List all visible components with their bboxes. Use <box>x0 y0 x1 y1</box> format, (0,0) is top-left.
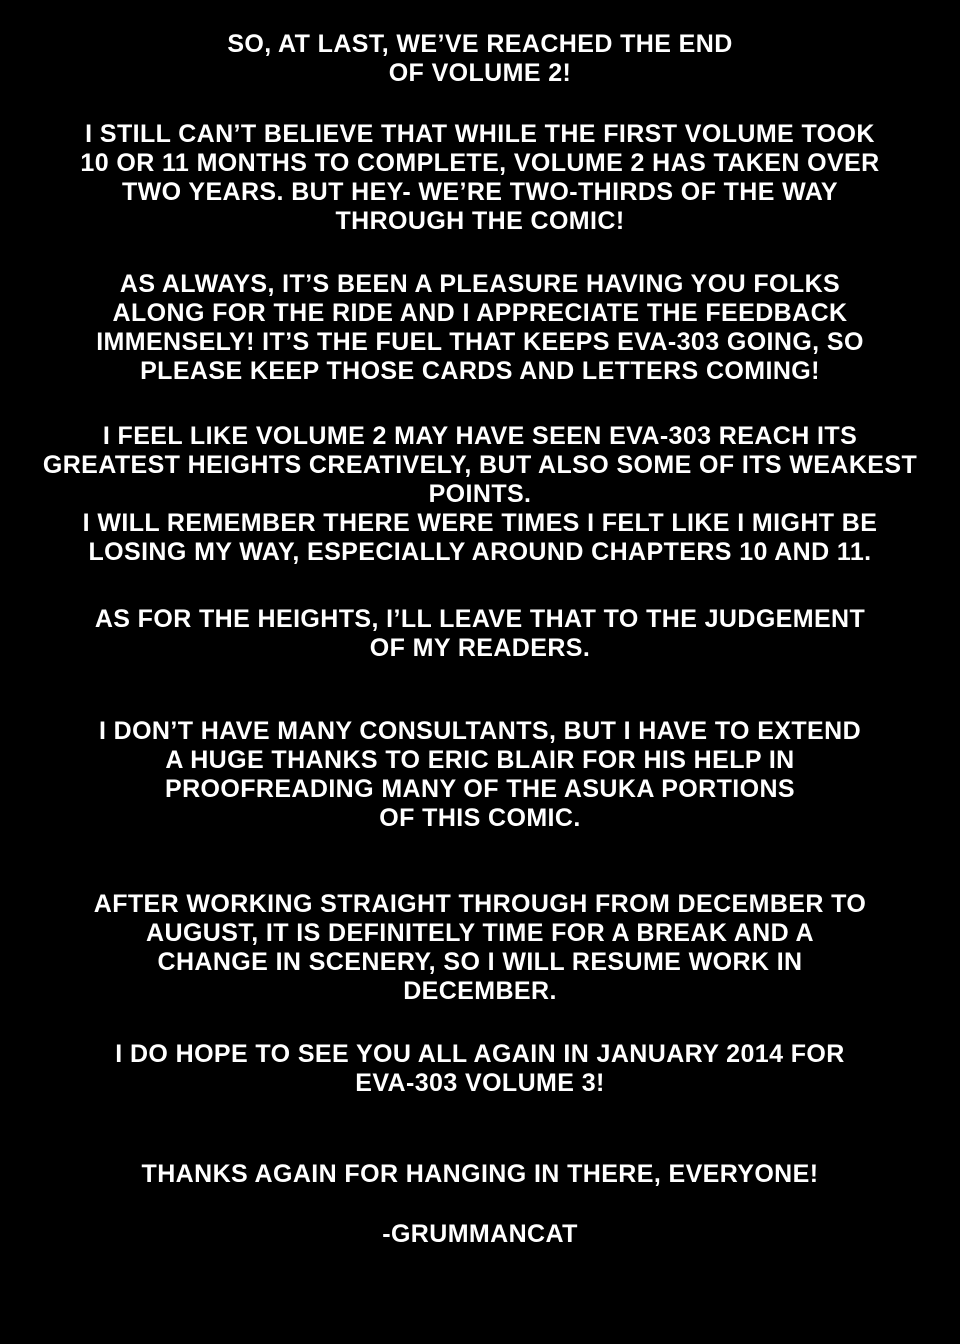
text-line: AUGUST, IT IS DEFINITELY TIME FOR A BREAK AND A <box>146 919 814 947</box>
paragraph-two-years <box>0 120 960 236</box>
text-line: AS ALWAYS, IT’S BEEN A PLEASURE HAVING YOU FOLKS <box>119 270 841 298</box>
text-line: CHANGE IN SCENERY, SO I WILL RESUME WORK IN <box>157 948 803 976</box>
text-line: TWO YEARS. BUT HEY- WE’RE TWO-THIRDS OF THE WAY <box>121 178 839 206</box>
text-line: AS FOR THE HEIGHTS, I’LL LEAVE THAT TO THE JUDGEMENT <box>94 605 866 633</box>
text-line: OF THIS COMIC. <box>379 804 581 832</box>
paragraph-thanks-eric-blair <box>0 717 960 833</box>
text-line: OF MY READERS. <box>369 634 591 662</box>
text-line: POINTS. <box>428 480 532 508</box>
text-line: AFTER WORKING STRAIGHT THROUGH FROM DECEMBER TO <box>93 890 867 918</box>
text-line: THANKS AGAIN FOR HANGING IN THERE, EVERYONE! <box>141 1160 819 1188</box>
text-line: PLEASE KEEP THOSE CARDS AND LETTERS COMING! <box>140 357 820 385</box>
signature-line: -GRUMMANCAT <box>382 1220 578 1248</box>
text-line: THROUGH THE COMIC! <box>335 207 625 235</box>
paragraph-thanks-everyone <box>0 1160 960 1189</box>
text-line: ALONG FOR THE RIDE AND I APPRECIATE THE FEEDBACK <box>112 299 848 327</box>
text-line: OF VOLUME 2! <box>388 59 572 87</box>
text-line: PROOFREADING MANY OF THE ASUKA PORTIONS <box>165 775 795 803</box>
text-line: EVA-303 VOLUME 3! <box>355 1069 605 1097</box>
text-line: A HUGE THANKS TO ERIC BLAIR FOR HIS HELP IN <box>165 746 795 774</box>
text-line: 10 OR 11 MONTHS TO COMPLETE, VOLUME 2 HAS TAKEN OVER <box>80 149 880 177</box>
text-line: SO, AT LAST, WE’VE REACHED THE END <box>227 30 733 58</box>
text-line: I WILL REMEMBER THERE WERE TIMES I FELT LIKE I MIGHT BE <box>82 509 878 537</box>
signature <box>0 1220 960 1249</box>
text-line: I DON’T HAVE MANY CONSULTANTS, BUT I HAVE TO EXTEND <box>98 717 862 745</box>
paragraph-break <box>0 890 960 1006</box>
text-line: I STILL CAN’T BELIEVE THAT WHILE THE FIRST VOLUME TOOK <box>85 120 875 148</box>
text-line: LOSING MY WAY, ESPECIALLY AROUND CHAPTERS 10 AND 11. <box>88 538 872 566</box>
text-line: GREATEST HEIGHTS CREATIVELY, BUT ALSO SOME OF ITS WEAKEST <box>42 451 918 479</box>
text-line: IMMENSELY! IT’S THE FUEL THAT KEEPS EVA-303 GOING, SO <box>96 328 864 356</box>
text-line: DECEMBER. <box>403 977 557 1005</box>
text-line: I FEEL LIKE VOLUME 2 MAY HAVE SEEN EVA-303 REACH ITS <box>102 422 858 450</box>
paragraph-volume-3 <box>0 1040 960 1098</box>
paragraph-heights-weakest <box>0 422 960 567</box>
paragraph-feedback <box>0 270 960 386</box>
text-line: I DO HOPE TO SEE YOU ALL AGAIN IN JANUARY 2014 FOR <box>115 1040 845 1068</box>
paragraph-volume-end <box>0 30 960 88</box>
paragraph-judgement <box>0 605 960 663</box>
